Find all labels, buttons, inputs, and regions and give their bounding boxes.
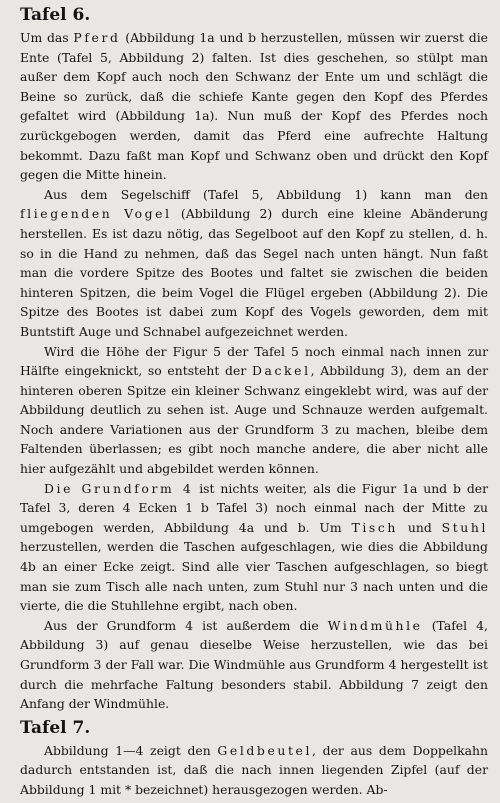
paragraph-windmuehle — [20, 616, 488, 714]
heading-tafel-7: Tafel 7. — [20, 717, 91, 738]
heading-tafel-6: Tafel 6. — [20, 5, 91, 25]
text-run: Abbildung 1—4 zeigt den — [44, 742, 218, 758]
text-run: Um das — [20, 30, 74, 45]
text-run: (Tafel 4, Abbildung 3) auf genau dieselbe Weise herzustellen, wie das bei Grundform 3 der Fall war. Die Windmühle aus Grundform 4 hergestellt ist durch die mehrfache Faltung besonders stabil. Abbildung 7 zeigt den Anfang der Windmühle. — [20, 617, 488, 712]
emphasized-term-geldbeutel: Geldbeutel — [217, 742, 313, 758]
emphasized-term-dackel: Dackel — [251, 363, 311, 379]
paragraph-grundform-4 — [20, 479, 488, 616]
emphasized-term-fliegender-vogel: fliegenden Vogel — [20, 206, 172, 222]
text-run: , Abbildung 3), dem an der hinteren oberen Spitze ein kleiner Schwanz eingeklebt wird, was auf der Abbildung deutlich zu sehen ist. Auge und Schnauze werden aufgemalt. Noch andere Variationen aus der Grundform 3 zu machen, bleibe dem Faltenden überlassen; es gibt noch manche andere, die aber nicht alle hier aufgezählt und abgebildet werden können. — [20, 363, 488, 477]
text-run: (Abbildung 2) durch eine kleine Abänderung herstellen. Es ist dazu nötig, das Segelboot auf den Kopf zu stellen, d. h. so in die Hand zu nehmen, daß das Segel nach unten hängt. Nun faßt man die vordere Spitze des Bootes und faltet sie zwischen die beiden hinteren Spitzen, die beim Vogel die Flügel ergeben (Abbildung 2). Die Spitze des Bootes ist dabei zum Kopf des Vogels geworden, dem mit Buntstift Auge und Schnabel aufgezeichnet werden. — [20, 206, 488, 339]
text-run: Aus dem Segelschiff (Tafel 5, Abbildung 1) kann man den — [44, 186, 488, 202]
emphasized-term-grundform-4: Die Grundform 4 — [44, 480, 194, 496]
text-run: und — [398, 519, 442, 535]
emphasized-term-stuhl: Stuhl — [441, 519, 489, 535]
paragraph-geldbeutel — [20, 741, 488, 800]
text-run: Aus der Grundform 4 ist außerdem die — [44, 617, 328, 633]
emphasized-term-pferd: Pferd — [73, 30, 121, 45]
text-run: (Abbildung 1a und b herzustellen, müssen wir zuerst die Ente (Tafel 5, Abbildung 2) falten. Ist dies geschehen, so stülpt man außer dem Kopf auch noch den Schwanz der Ente um und schlägt die Beine so zurück, daß die schiefe Kante gegen den Kopf des Pferdes gefaltet wird (Abbildung 1a). Nun muß der Kopf des Pferdes noch zurückgebogen werden, damit das Pferd eine aufrechte Haltung bekommt. Dazu faßt man Kopf und Schwanz oben und drückt den Kopf gegen die Mitte hinein. — [20, 30, 489, 183]
paragraph-dackel — [20, 342, 488, 479]
paragraph-pferd — [20, 28, 488, 185]
text-run: , der aus dem Doppelkahn dadurch entstanden ist, daß die nach innen liegenden Zipfel (auf der Abbildung 1 mit * bezeichnet) herausgezogen werden. Ab- — [20, 742, 489, 797]
text-run: herzustellen, werden die Taschen aufgeschlagen, wie dies die Abbildung 4b an einer Ecke zeigt. Sind alle vier Taschen aufgeschlagen, so biegt man sie zum Tisch alle nach unten, zum Stuhl nur 3 nach unten und die vierte, die die Stuhllehne ergibt, nach oben. — [20, 539, 488, 614]
emphasized-term-windmuehle: Windmühle — [327, 617, 423, 633]
text-run: Wird die Höhe der Figur 5 der Tafel 5 noch einmal nach innen zur Hälfte eingeknickt, so entsteht der — [20, 343, 488, 379]
paragraph-fliegender-vogel — [20, 185, 488, 342]
emphasized-term-tisch: Tisch — [351, 519, 398, 535]
text-run: ist nichts weiter, als die Figur 1a und b der Tafel 3, deren 4 Ecken 1 b Tafel 3) noch einmal nach der Mitte zu umgebogen werden, Abbildung 4a und b. Um — [20, 480, 489, 535]
